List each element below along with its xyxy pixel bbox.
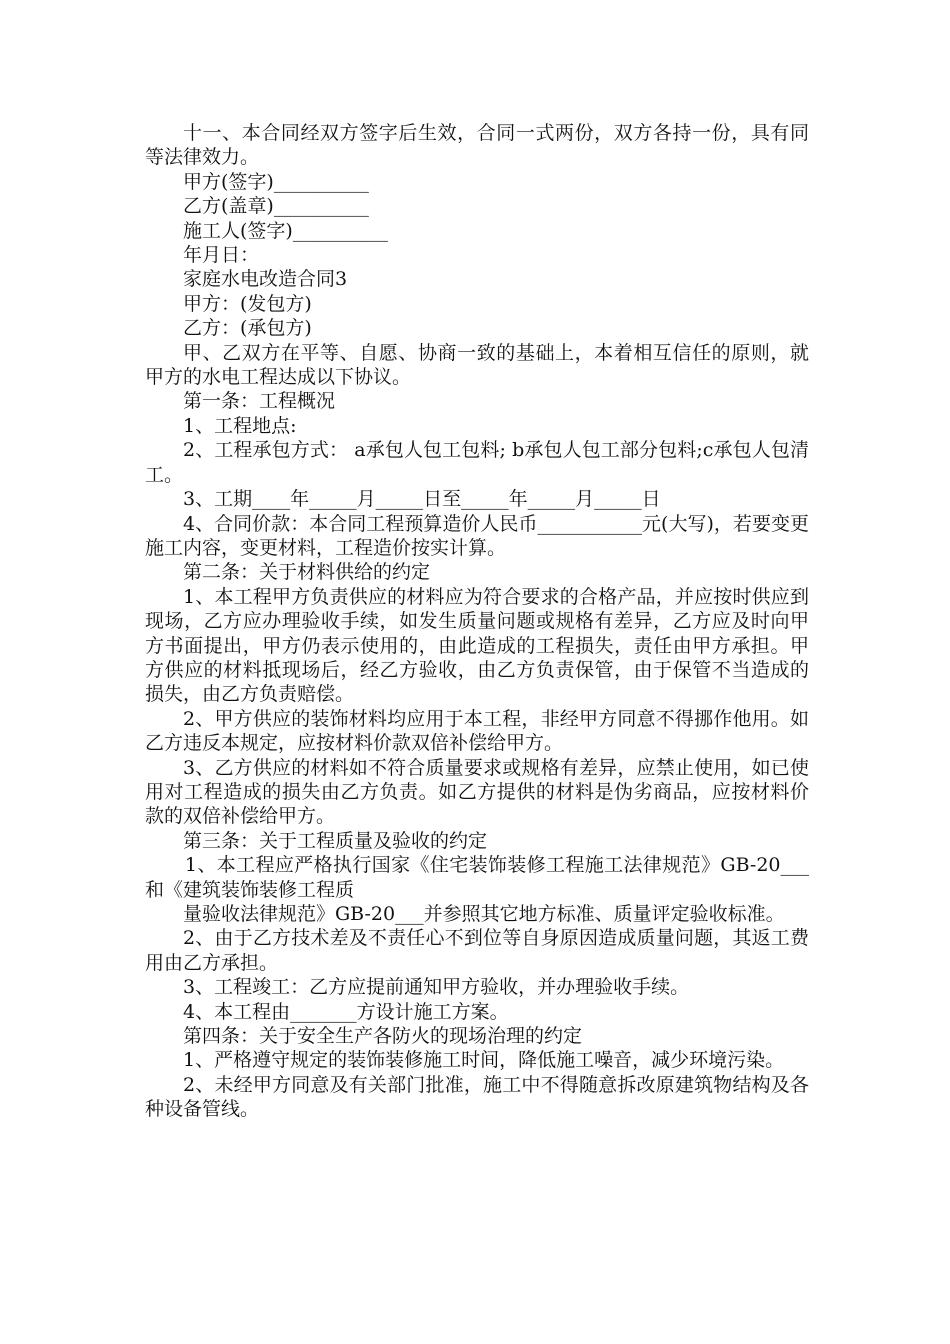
article-four-heading: 第四条：关于安全生产各防火的现场治理的约定 (183, 1025, 583, 1048)
construction-period: 3、工期____年_____月_____日至_____年_____月_____日 (183, 488, 661, 511)
contract-price: 4、合同价款：本合同工程预算造价人民币___________元(大写)，若要变更施工内容，变更材料，工程造价按实计算。 (145, 512, 809, 559)
article-three-heading: 第三条：关于工程质量及验收的约定 (183, 829, 488, 852)
party-a-label: 甲方：(发包方) (183, 292, 312, 315)
article-two-heading: 第二条：关于材料供给的约定 (183, 561, 431, 584)
contract-title: 家庭水电改造合同3 (183, 268, 348, 291)
article-one-heading: 第一条：工程概况 (183, 390, 336, 413)
party-a-signature-line: 甲方(签字)__________ (183, 170, 369, 193)
quality-clause-3: 3、工程竣工：乙方应提前通知甲方验收，并办理验收手续。 (183, 976, 690, 999)
safety-clause-2: 2、未经甲方同意及有关部门批准，施工中不得随意拆改原建筑物结构及各种设备管线。 (145, 1073, 809, 1121)
party-b-seal-line: 乙方(盖章)__________ (183, 195, 369, 218)
project-location: 1、工程地点: (183, 414, 297, 437)
quality-clause-4: 4、本工程由_______方设计施工方案。 (183, 1000, 509, 1023)
preamble-paragraph: 甲、乙双方在平等、自愿、协商一致的基础上，本着相互信任的原则，就甲方的水电工程达成以下协议。 (145, 341, 809, 389)
date-line: 年月日： (183, 244, 260, 267)
quality-clause-2: 2、由于乙方技术差及不责任心不到位等自身原因造成质量问题，其返工费用由乙方承担。 (145, 927, 809, 974)
contract-method: 2、工程承包方式： a承包人包工包料; b承包人包工部分包料;c承包人包清工。 (145, 439, 809, 486)
quality-clause-1b: 量验收法律规范》GB-20___并参照其它地方标准、质量评定验收标准。 (183, 903, 785, 925)
material-clause-1: 1、本工程甲方负责供应的材料应为符合要求的合格产品，并应按时供应到现场，乙方应办理验收手续，如发生质量问题或规格有差异，乙方应及时向甲方书面提出，甲方仍表示使用的，由此造成的工程损失，责任由甲方承担。甲方供应的材料抵现场后，经乙方验收，由乙方负责保管，由于保管不当造成的损失，由乙方负责赔偿。 (145, 585, 809, 706)
quality-clause-1a: 1、本工程应严格执行国家《住宅装饰装修工程施工法律规范》GB-20___和《建筑装饰装修工程质 (145, 854, 809, 901)
material-clause-2: 2、甲方供应的装饰材料均应用于本工程，非经甲方同意不得挪作他用。如乙方违反本规定，应按材料价款双倍补偿给甲方。 (145, 707, 809, 755)
material-clause-3: 3、乙方供应的材料如不符合质量要求或规格有差异，应禁止使用，如已使用对工程造成的损失由乙方负责。如乙方提供的材料是伪劣商品，应按材料价款的双倍补偿给甲方。 (145, 756, 809, 828)
party-b-label: 乙方：(承包方) (183, 317, 312, 340)
document-page (145, 121, 809, 1122)
safety-clause-1: 1、严格遵守规定的装饰装修施工时间，降低施工噪音，减少环境污染。 (183, 1049, 785, 1072)
clause-eleven-effect: 十一、本合同经双方签字后生效，合同一式两份，双方各持一份，具有同等法律效力。 (145, 122, 809, 169)
constructor-signature-line: 施工人(签字)__________ (183, 219, 388, 242)
